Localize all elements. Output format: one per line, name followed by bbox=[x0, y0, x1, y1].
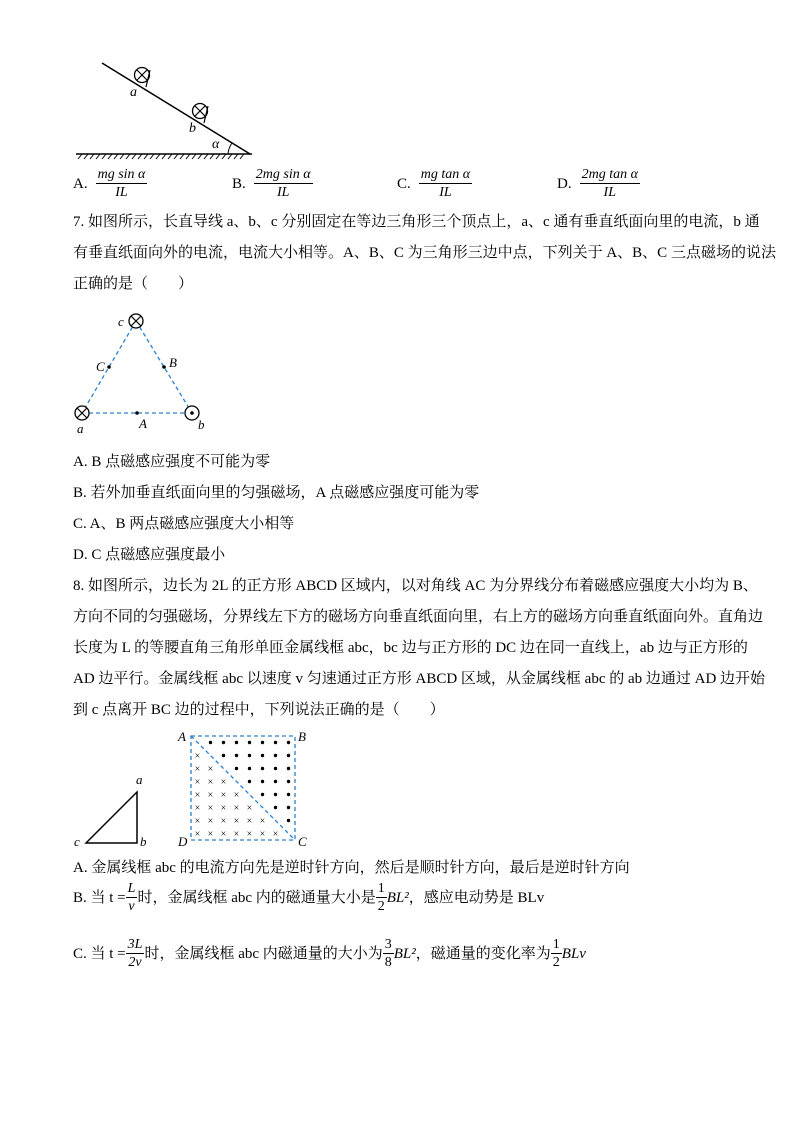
field-in-cross: × bbox=[246, 803, 253, 814]
label-D: D bbox=[178, 834, 188, 849]
field-in-cross: × bbox=[194, 790, 201, 801]
field-out-dot bbox=[274, 754, 277, 757]
incline-figure bbox=[68, 56, 268, 160]
label-b: b bbox=[140, 834, 147, 849]
fraction: $\frac{\text{2mg tan α}}{IL}$ bbox=[581, 167, 638, 200]
label-a: a bbox=[130, 85, 137, 100]
field-out-dot bbox=[287, 767, 290, 770]
field-out-dot bbox=[274, 780, 277, 783]
fraction: $\frac{\text{2mg sin α}}{IL}$ bbox=[255, 167, 311, 200]
option-7c[interactable]: C. A、B 两点磁感应强度大小相等 bbox=[73, 516, 295, 532]
field-out-dot bbox=[287, 780, 290, 783]
triangle-frame-figure bbox=[70, 770, 160, 850]
option-6d[interactable]: D. $\frac{\text{2mg tan α}}{IL}$ bbox=[557, 167, 638, 200]
field-in-cross: × bbox=[194, 816, 201, 827]
label-a: a bbox=[77, 421, 84, 436]
field-in-cross: × bbox=[246, 829, 253, 840]
option-7d[interactable]: D. C 点磁感应强度最小 bbox=[73, 547, 226, 563]
square-field-figure bbox=[172, 728, 320, 850]
field-out-dot bbox=[274, 806, 277, 809]
option-6b[interactable]: B. $\frac{\text{2mg sin α}}{IL}$ bbox=[232, 167, 311, 200]
q8-stem-line4: AD 边平行。金属线框 abc 以速度 v 匀速通过正方形 ABCD 区域，从金属线框 abc 的 ab 边通过 AD 边开始 bbox=[73, 671, 766, 687]
label-A: A bbox=[139, 416, 147, 431]
field-in-cross: × bbox=[220, 816, 227, 827]
field-in-cross: × bbox=[246, 816, 253, 827]
field-in-cross: × bbox=[207, 816, 214, 827]
field-in-cross: × bbox=[220, 790, 227, 801]
field-in-cross: × bbox=[194, 764, 201, 775]
field-out-dot bbox=[287, 741, 290, 744]
field-out-dot bbox=[274, 767, 277, 770]
label-alpha: α bbox=[212, 137, 220, 152]
field-in-cross: × bbox=[207, 777, 214, 788]
field-in-cross: × bbox=[207, 764, 214, 775]
wire-b-out-icon bbox=[185, 406, 199, 420]
field-out-dot bbox=[287, 754, 290, 757]
field-out-dot bbox=[261, 741, 264, 744]
fraction: $\frac{3}{8}$ bbox=[384, 937, 392, 970]
field-out-dot bbox=[235, 741, 238, 744]
wire-c-in-icon bbox=[129, 314, 143, 328]
field-in-cross: × bbox=[194, 803, 201, 814]
label-B: B bbox=[298, 729, 306, 744]
field-in-cross: × bbox=[233, 790, 240, 801]
field-in-cross: × bbox=[233, 816, 240, 827]
wire-a-in-icon bbox=[75, 406, 89, 420]
fraction: $\frac{3L}{2v}$ bbox=[127, 937, 143, 970]
field-in-cross: × bbox=[233, 803, 240, 814]
field-out-dot bbox=[222, 754, 225, 757]
field-in-cross: × bbox=[207, 803, 214, 814]
field-in-cross: × bbox=[194, 829, 201, 840]
field-in-cross: × bbox=[272, 829, 279, 840]
field-out-dot bbox=[287, 819, 290, 822]
field-out-dot bbox=[235, 767, 238, 770]
field-out-dot bbox=[274, 741, 277, 744]
field-out-dot bbox=[287, 793, 290, 796]
field-out-dot bbox=[261, 767, 264, 770]
fraction: $\frac{\text{mg sin α}}{IL}$ bbox=[97, 167, 146, 200]
field-in-cross: × bbox=[220, 803, 227, 814]
field-out-dot bbox=[235, 754, 238, 757]
fraction: $\frac{L}{v}$ bbox=[127, 881, 136, 914]
fraction: $\frac{1}{2}$ bbox=[377, 881, 385, 914]
q8-stem-line1: 8. 如图所示，边长为 2L 的正方形 ABCD 区域内，以对角线 AC 为分界线分布着磁感应强度大小均为 B、 bbox=[73, 578, 758, 594]
field-in-cross: × bbox=[259, 829, 266, 840]
field-in-cross: × bbox=[220, 777, 227, 788]
label-b: b bbox=[198, 417, 205, 432]
field-out-dot bbox=[248, 767, 251, 770]
option-7a[interactable]: A. B 点磁感应强度不可能为零 bbox=[73, 454, 271, 470]
option-8c[interactable]: C. 当 t = $\frac{3L}{2v}$ 时，金属线框 abc 内磁通量的大小为 $\frac{3}{8}$ BL² ，磁通量的变化率为 $\frac{1}{2}$ BLv bbox=[73, 937, 586, 970]
fraction: $\frac{\text{mg tan α}}{IL}$ bbox=[420, 167, 471, 200]
triangle-figure bbox=[68, 306, 218, 436]
field-out-dot bbox=[222, 741, 225, 744]
option-7b[interactable]: B. 若外加垂直纸面向里的匀强磁场，A 点磁感应强度可能为零 bbox=[73, 485, 480, 501]
label-C: C bbox=[96, 359, 105, 374]
option-8b[interactable]: B. 当 t = $\frac{L}{v}$ 时，金属线框 abc 内的磁通量大小是 $\frac{1}{2}$ BL² ，感应电动势是 BLv bbox=[73, 881, 545, 914]
field-out-dot bbox=[248, 741, 251, 744]
q7-stem-line3: 正确的是（ ） bbox=[73, 276, 194, 292]
field-out-dot bbox=[209, 741, 212, 744]
label-B: B bbox=[169, 355, 177, 370]
field-in-cross: × bbox=[207, 790, 214, 801]
field-out-dot bbox=[248, 780, 251, 783]
field-out-dot bbox=[287, 806, 290, 809]
label-C: C bbox=[298, 834, 307, 849]
field-out-dot bbox=[248, 754, 251, 757]
field-in-cross: × bbox=[233, 829, 240, 840]
field-in-cross: × bbox=[194, 751, 201, 762]
option-6c[interactable]: C. $\frac{\text{mg tan α}}{IL}$ bbox=[397, 167, 471, 200]
field-out-dot bbox=[261, 780, 264, 783]
label-A: A bbox=[178, 729, 186, 744]
fraction: $\frac{1}{2}$ bbox=[552, 937, 560, 970]
label-c: c bbox=[118, 314, 124, 329]
label-c: c bbox=[74, 834, 80, 849]
q7-stem-line1: 7. 如图所示，长直导线 a、b、c 分别固定在等边三角形三个顶点上，a、c 通有垂直纸面向里的电流，b 通 bbox=[73, 214, 760, 230]
field-in-cross: × bbox=[259, 816, 266, 827]
label-b: b bbox=[189, 121, 196, 136]
field-out-dot bbox=[261, 754, 264, 757]
field-in-cross: × bbox=[194, 777, 201, 788]
option-8a[interactable]: A. 金属线框 abc 的电流方向先是逆时针方向，然后是顺时针方向，最后是逆时针方向 bbox=[73, 860, 630, 876]
q8-stem-line3: 长度为 L 的等腰直角三角形单匝金属线框 abc，bc 边与正方形的 DC 边在同一直线上，ab 边与正方形的 bbox=[73, 640, 748, 656]
option-6a[interactable]: A. $\frac{\text{mg sin α}}{IL}$ bbox=[73, 167, 146, 200]
q8-stem-line5: 到 c 点离开 BC 边的过程中，下列说法正确的是（ ） bbox=[73, 702, 445, 718]
label-a: a bbox=[136, 772, 143, 787]
field-out-dot bbox=[261, 793, 264, 796]
q8-stem-line2: 方向不同的匀强磁场，分界线左下方的磁场方向垂直纸面向里，右上方的磁场方向垂直纸面向外。直角边 bbox=[73, 609, 764, 625]
field-in-cross: × bbox=[207, 829, 214, 840]
field-in-cross: × bbox=[220, 829, 227, 840]
field-out-dot bbox=[274, 793, 277, 796]
q7-stem-line2: 有垂直纸面向外的电流，电流大小相等。A、B、C 为三角形三边中点，下列关于 A、B、C 三点磁场的说法 bbox=[73, 245, 776, 261]
